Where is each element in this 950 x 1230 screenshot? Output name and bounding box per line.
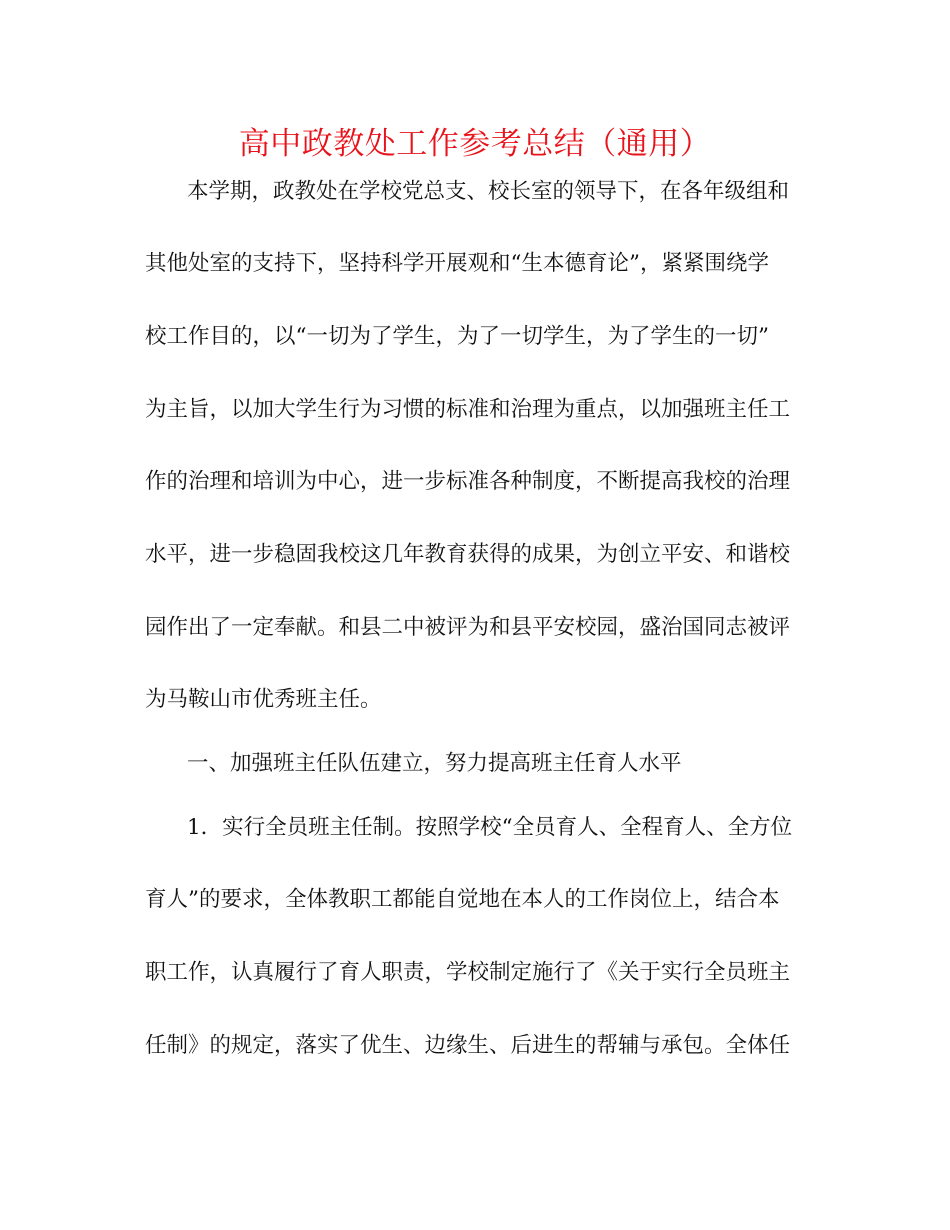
paragraph-1-line-3: 校工作目的，以“一切为了学生，为了一切学生，为了学生的一切” — [145, 324, 769, 349]
paragraph-1-line-5: 作的治理和培训为中心，进一步标准各种制度，不断提高我校的治理 — [145, 469, 791, 494]
paragraph-2-line-3: 职工作，认真履行了育人职责，学校制定施行了《关于实行全员班主 — [145, 960, 791, 985]
paragraph-1-line-6: 水平，进一步稳固我校这几年教育获得的成果，为创立平安、和谐校 — [145, 542, 791, 567]
document-title: 高中政教处工作参考总结（通用） — [238, 126, 712, 162]
section-heading-1: 一、加强班主任队伍建立，努力提高班主任育人水平 — [187, 751, 682, 776]
paragraph-1-line-8: 为马鞍山市优秀班主任。 — [145, 687, 382, 712]
paragraph-2-line-4: 任制》的规定，落实了优生、边缘生、后进生的帮辅与承包。全体任 — [145, 1033, 791, 1058]
paragraph-1-line-7: 园作出了一定奉献。和县二中被评为和县平安校园，盛治国同志被评 — [145, 615, 791, 640]
paragraph-2-line-1: 1．实行全员班主任制。按照学校“全员育人、全程育人、全方位 — [187, 815, 793, 840]
paragraph-2-line-2: 育人”的要求，全体教职工都能自觉地在本人的工作岗位上，结合本 — [145, 887, 780, 912]
paragraph-1-line-1: 本学期，政教处在学校党总支、校长室的领导下，在各年级组和 — [187, 179, 790, 204]
paragraph-1-line-4: 为主旨，以加大学生行为习惯的标准和治理为重点，以加强班主任工 — [145, 397, 791, 422]
paragraph-1-line-2: 其他处室的支持下，坚持科学开展观和“生本德育论”，紧紧围绕学 — [145, 251, 769, 276]
